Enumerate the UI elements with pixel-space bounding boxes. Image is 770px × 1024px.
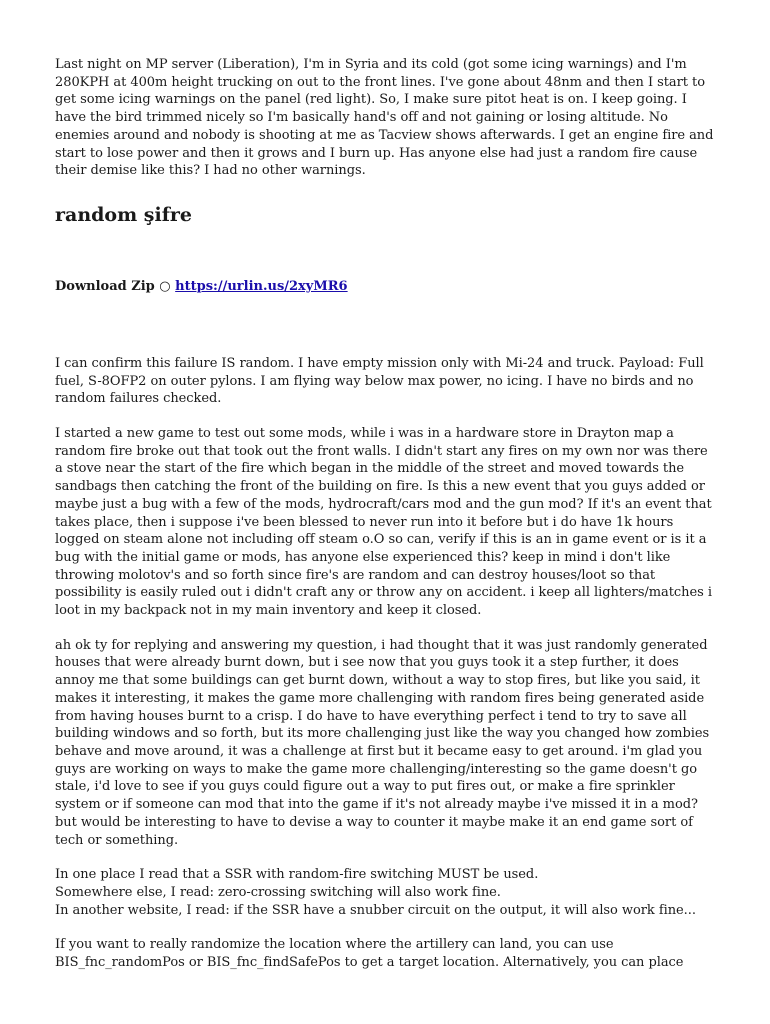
page-title: random şifre: [55, 203, 192, 226]
paragraph-reply: ah ok ty for replying and answering my question, i had thought that it was just randomly generated houses that were already burnt down, but i see now that you guys took it a step further, it does annoy me that some buildings can get burnt down, without a way to stop fires, but like you said, it makes it interesting, it makes the game more challenging with random fires being generated aside from having houses burnt to a crisp. I do have to have everything perfect i tend to try to save all building windows and so forth, but its more challenging just like the way you changed how zombies behave and move around, it was a challenge at first but it became easy to get around. i'm glad you guys are working on ways to make the game more challenging/interesting so the game doesn't go stale, i'd love to see if you guys could figure out a way to put fires out, or make a fire sprinkler system or if someone can mod that into the game if it's not already maybe i've missed it in a mod? but would be interesting to have to devise a way to counter it maybe make it an end game sort of tech or something.: [55, 637, 710, 848]
ssr-line-2: Somewhere else, I read: zero-crossing switching will also work fine.: [55, 884, 501, 900]
download-link[interactable]: https://urlin.us/2xyMR6: [175, 278, 348, 294]
download-label: Download Zip: [55, 278, 155, 294]
ssr-line-1: In one place I read that a SSR with random-fire switching MUST be used.: [55, 867, 539, 883]
article: [55, 56, 717, 972]
intro-paragraph: Last night on MP server (Liberation), I'm in Syria and its cold (got some icing warnings) and I'm 280KPH at 400m height trucking on out to the front lines. I've gone about 48nm and then I start to get some icing warnings on the panel (red light). So, I make sure pitot heat is on. I keep going. I have the bird trimmed nicely so I'm basically hand's off and not gaining or losing altitude. No enemies around and nobody is shooting at me as Tacview shows afterwards. I get an engine fire and start to lose power and then it grows and I burn up. Has anyone else had just a random fire cause their demise like this? I had no other warnings.: [55, 57, 714, 179]
paragraph-hardware-store: I started a new game to test out some mods, while i was in a hardware store in Drayton map a random fire broke out that took out the front walls. I didn't start any fires on my own nor was there a stove near the start of the fire which began in the middle of the street and moved towards the sandbags then catching the front of the building on fire. Is this a new event that you guys added or maybe just a bug with a few of the mods, hydrocraft/cars mod and the gun mod? If it's an event that takes place, then i suppose i've been blessed to never run into it before but i do have 1k hours logged on steam alone not including off steam o.O so can, verify if this is an in game event or is it a bug with the initial game or mods, has anyone else experienced this? keep in mind i don't like throwing molotov's and so forth since fire's are random and can destroy houses/loot so that possibility is easily ruled out i didn't craft any or throw any on accident. i keep all lighters/matches i loot in my backpack not in my main inventory and keep it closed.: [55, 426, 712, 619]
paragraph-ssr: [55, 866, 717, 919]
spacer: [55, 296, 717, 355]
ssr-line-3: In another website, I read: if the SSR have a snubber circuit on the output, it will also work fine...: [55, 902, 696, 918]
paragraph-failure-random: I can confirm this failure IS random. I have empty mission only with Mi-24 and truck. Payload: Full fuel, S-8OFP2 on outer pylons. I am flying way below max power, no icing. I have no birds and no random failures checked.: [55, 355, 704, 407]
paragraph-artillery: If you want to really randomize the location where the artillery can land, you can use BIS_fnc_randomPos or BIS_fnc_findSafePos to get a target location. Alternatively, you can place: [55, 937, 684, 971]
circle-icon: ○: [159, 278, 171, 294]
download-line: [55, 278, 717, 296]
